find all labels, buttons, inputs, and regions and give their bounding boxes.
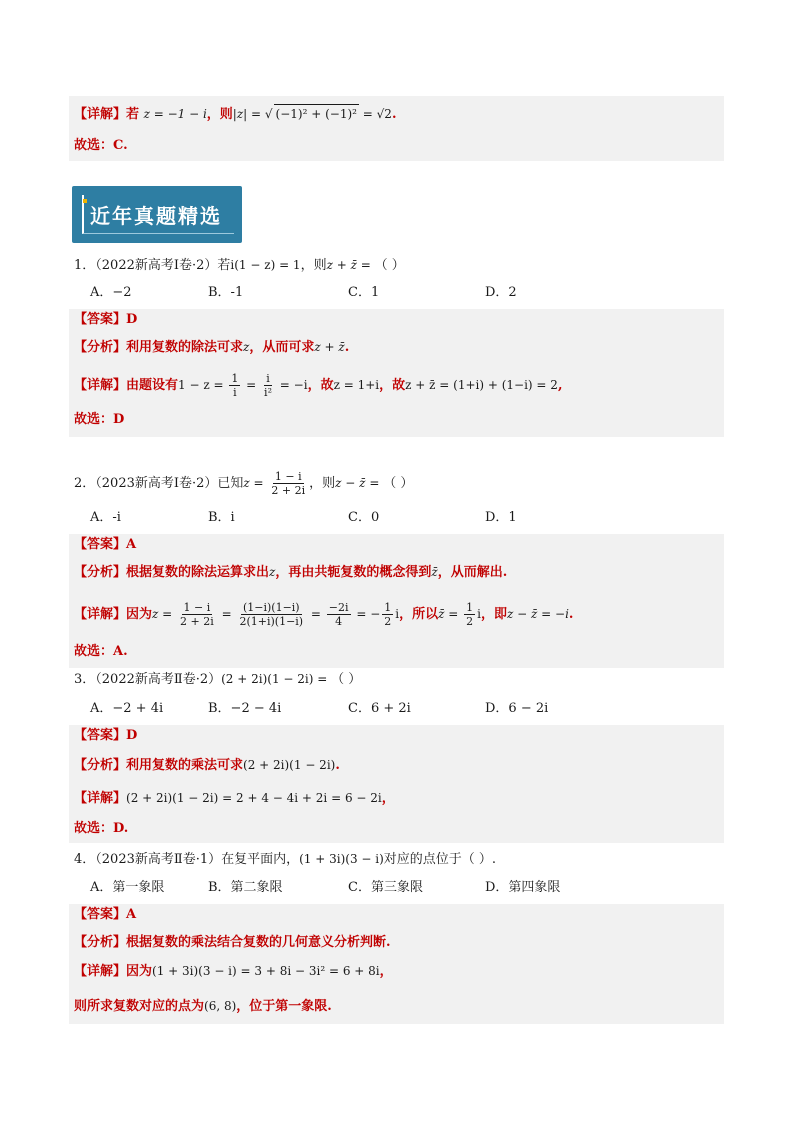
fraction-numerator: i	[266, 372, 270, 385]
detail-text: ，故	[379, 378, 406, 393]
detail-text: ，故	[307, 378, 334, 393]
fraction-denominator: 2	[466, 615, 474, 628]
math-expr: (2 + 2i)(1 − 2i) =	[221, 672, 332, 686]
q3-analysis	[74, 756, 340, 775]
math-expr: z	[269, 565, 276, 579]
fraction	[237, 601, 305, 628]
detail-text: 由题设有	[126, 378, 179, 393]
fraction-denominator: 2 + 2i	[180, 615, 214, 628]
math-expr: (2 + 2i)(1 − 2i) = 2 + 4 − 4i + 2i = 6 − 2i	[126, 791, 382, 805]
analysis-text: 利用复数的乘法可求	[126, 758, 244, 773]
conclusion-text: ，位于第一象限.	[236, 999, 332, 1014]
detail-label: 【详解】	[74, 107, 127, 122]
detail-text: ，则	[206, 107, 233, 122]
q2-stem-text: （ ）	[383, 476, 414, 491]
fraction	[178, 601, 216, 628]
math-expr: =	[242, 378, 261, 392]
conclusion-text: 则所求复数对应的点为	[74, 999, 205, 1014]
q2-choice: 故选：A.	[74, 644, 128, 659]
detail-text: ，	[381, 791, 395, 806]
fraction-numerator: 1 − i	[274, 470, 302, 483]
top-detail-line	[74, 104, 396, 124]
fraction-denominator: 2(1+i)(1−i)	[239, 615, 304, 628]
math-expr: z =	[243, 476, 268, 490]
q2-option-a: A．-i	[90, 510, 121, 525]
q4-answer	[74, 906, 136, 924]
math-expr: z + z̄ = (1+i) + (1−i) = 2	[405, 378, 558, 392]
q3-option-c: C．6 + 2i	[348, 701, 411, 716]
analysis-text: ，再由共轭复数的概念得到	[275, 565, 432, 580]
math-expr: = √2	[358, 107, 392, 121]
math-expr: = −i	[275, 378, 308, 392]
fraction-denominator: 2 + 2i	[271, 484, 306, 497]
analysis-text: 利用复数的除法可求	[126, 340, 244, 355]
analysis-text: 根据复数的除法运算求出	[126, 565, 270, 580]
q1-detail	[74, 372, 562, 399]
math-expr: z = 1+i	[333, 378, 380, 392]
answer-value: D	[126, 728, 138, 743]
fraction-numerator: 1 − i	[183, 601, 211, 614]
math-expr: = −	[352, 607, 381, 621]
q2-detail	[74, 601, 573, 628]
detail-label: 【详解】	[74, 791, 127, 806]
fraction-denominator: i²	[264, 386, 272, 399]
q1-stem-text: ，则	[300, 258, 327, 273]
q3-stem	[74, 670, 361, 689]
q2-answer	[74, 536, 136, 554]
fraction	[269, 470, 307, 497]
q2-option-c: C．0	[348, 510, 380, 525]
analysis-label: 【分析】	[74, 758, 127, 773]
answer-label: 【答案】	[74, 907, 127, 922]
fraction	[327, 601, 351, 628]
q4-option-d: D．第四象限	[485, 880, 561, 895]
math-expr: z = −1 − i	[143, 107, 207, 121]
analysis-text: ，从而可求	[249, 340, 315, 355]
fraction-numerator: 1	[384, 601, 392, 614]
detail-text: .	[568, 607, 574, 622]
q1-analysis	[74, 338, 349, 357]
detail-label: 【详解】	[74, 607, 127, 622]
q1-stem	[74, 256, 405, 275]
q1-stem-text: （ ）	[374, 258, 405, 273]
q3-detail	[74, 789, 395, 808]
math-expr: z̄	[431, 565, 438, 579]
q4-stem-text: 4．（2023新高考Ⅱ卷·1）在复平面内，	[74, 852, 300, 867]
q3-answer	[74, 727, 137, 745]
q1-answer	[74, 311, 137, 329]
fraction-numerator: −2i	[328, 601, 349, 614]
q3-option-b: B．−2 − 4i	[208, 701, 282, 716]
math-expr: (6, 8)	[204, 999, 237, 1013]
q4-stem	[74, 850, 496, 869]
q3-stem-text: （ ）	[331, 672, 362, 687]
answer-value: A	[126, 537, 137, 552]
detail-text: ，	[379, 964, 393, 979]
fraction	[382, 601, 393, 628]
q3-stem-text: 3．（2022新高考Ⅱ卷·2）	[74, 672, 222, 687]
math-expr: z̄ =	[438, 607, 463, 621]
answer-label: 【答案】	[74, 312, 127, 327]
detail-label: 【详解】	[74, 964, 127, 979]
q4-analysis	[74, 934, 391, 952]
q2-analysis	[74, 563, 507, 582]
q3-option-a: A．−2 + 4i	[90, 701, 164, 716]
analysis-text: 根据复数的乘法结合复数的几何意义分析判断.	[126, 935, 391, 950]
fraction	[262, 372, 274, 399]
q2-stem	[74, 470, 413, 497]
fraction-denominator: i	[233, 386, 237, 399]
q4-conclusion	[74, 997, 332, 1016]
detail-text: ，即	[481, 607, 508, 622]
math-expr: z − z̄ =	[335, 476, 384, 490]
q2-stem-text: 2．（2023新高考Ⅰ卷·2）已知	[74, 476, 244, 491]
analysis-label: 【分析】	[74, 340, 127, 355]
banner-title: 近年真题精选	[90, 204, 222, 228]
analysis-text: .	[335, 758, 340, 773]
math-expr: z =	[152, 607, 177, 621]
math-expr: z + z̄ =	[326, 258, 375, 272]
q4-option-c: C．第三象限	[348, 880, 423, 895]
math-expr: z − z̄ = −i	[507, 607, 569, 621]
math-expr: i(1 − z) = 1	[230, 258, 301, 272]
detail-text: 若	[126, 107, 140, 122]
sqrt-symbol: √	[264, 107, 273, 121]
math-expr: z	[243, 340, 250, 354]
math-expr: =	[217, 607, 236, 621]
math-expr: |z| =	[232, 107, 265, 121]
q1-option-d: D．2	[485, 285, 517, 300]
detail-text: 因为	[126, 964, 153, 979]
detail-text: ,	[557, 378, 563, 393]
q3-solution-block	[69, 725, 724, 843]
q3-option-d: D．6 − 2i	[485, 701, 549, 716]
analysis-text: .	[344, 340, 350, 355]
math-expr: z + z̄	[314, 340, 345, 354]
analysis-text: ，从而解出.	[437, 565, 508, 580]
fraction-numerator: 1	[231, 372, 239, 385]
detail-text: ，所以	[399, 607, 439, 622]
fraction-denominator: 2	[384, 615, 392, 628]
math-expr: (1 + 3i)(3 − i) = 3 + 8i − 3i² = 6 + 8i	[152, 964, 380, 978]
math-expr: (2 + 2i)(1 − 2i)	[243, 758, 336, 772]
q4-option-a: A．第一象限	[90, 880, 165, 895]
detail-text: .	[391, 107, 397, 122]
fraction	[464, 601, 475, 628]
detail-label: 【详解】	[74, 378, 127, 393]
answer-label: 【答案】	[74, 728, 127, 743]
analysis-label: 【分析】	[74, 935, 127, 950]
q1-option-a: A．−2	[90, 285, 132, 300]
detail-text: 因为	[126, 607, 153, 622]
math-expr: i	[395, 607, 400, 621]
q1-choice: 故选：D	[74, 412, 125, 427]
fraction-numerator: (1−i)(1−i)	[242, 601, 300, 614]
analysis-label: 【分析】	[74, 565, 127, 580]
q4-detail	[74, 962, 393, 981]
fraction-numerator: 1	[466, 601, 474, 614]
banner-accent-dot	[83, 199, 87, 203]
q2-stem-text: ，则	[309, 476, 336, 491]
fraction-denominator: 4	[335, 615, 343, 628]
q4-stem-text: 对应的点位于（ ）.	[383, 852, 497, 867]
answer-value: D	[126, 312, 138, 327]
math-expr: (1 + 3i)(3 − i)	[299, 852, 384, 866]
math-expr: 1 − z =	[178, 378, 228, 392]
fraction	[229, 372, 240, 399]
math-expr: i	[477, 607, 481, 621]
answer-label: 【答案】	[74, 537, 127, 552]
q1-stem-text: 1．（2022新高考Ⅰ卷·2）若	[74, 258, 231, 273]
sqrt-content: (−1)² + (−1)²	[274, 104, 359, 123]
q1-option-c: C．1	[348, 285, 380, 300]
q3-choice: 故选：D.	[74, 821, 129, 836]
top-choice: 故选：C.	[74, 138, 128, 153]
section-banner	[72, 186, 242, 243]
math-expr: =	[307, 607, 325, 621]
q2-option-b: B．i	[208, 510, 235, 525]
answer-value: A	[126, 907, 137, 922]
q1-option-b: B．-1	[208, 285, 244, 300]
q2-option-d: D．1	[485, 510, 517, 525]
q4-option-b: B．第二象限	[208, 880, 283, 895]
